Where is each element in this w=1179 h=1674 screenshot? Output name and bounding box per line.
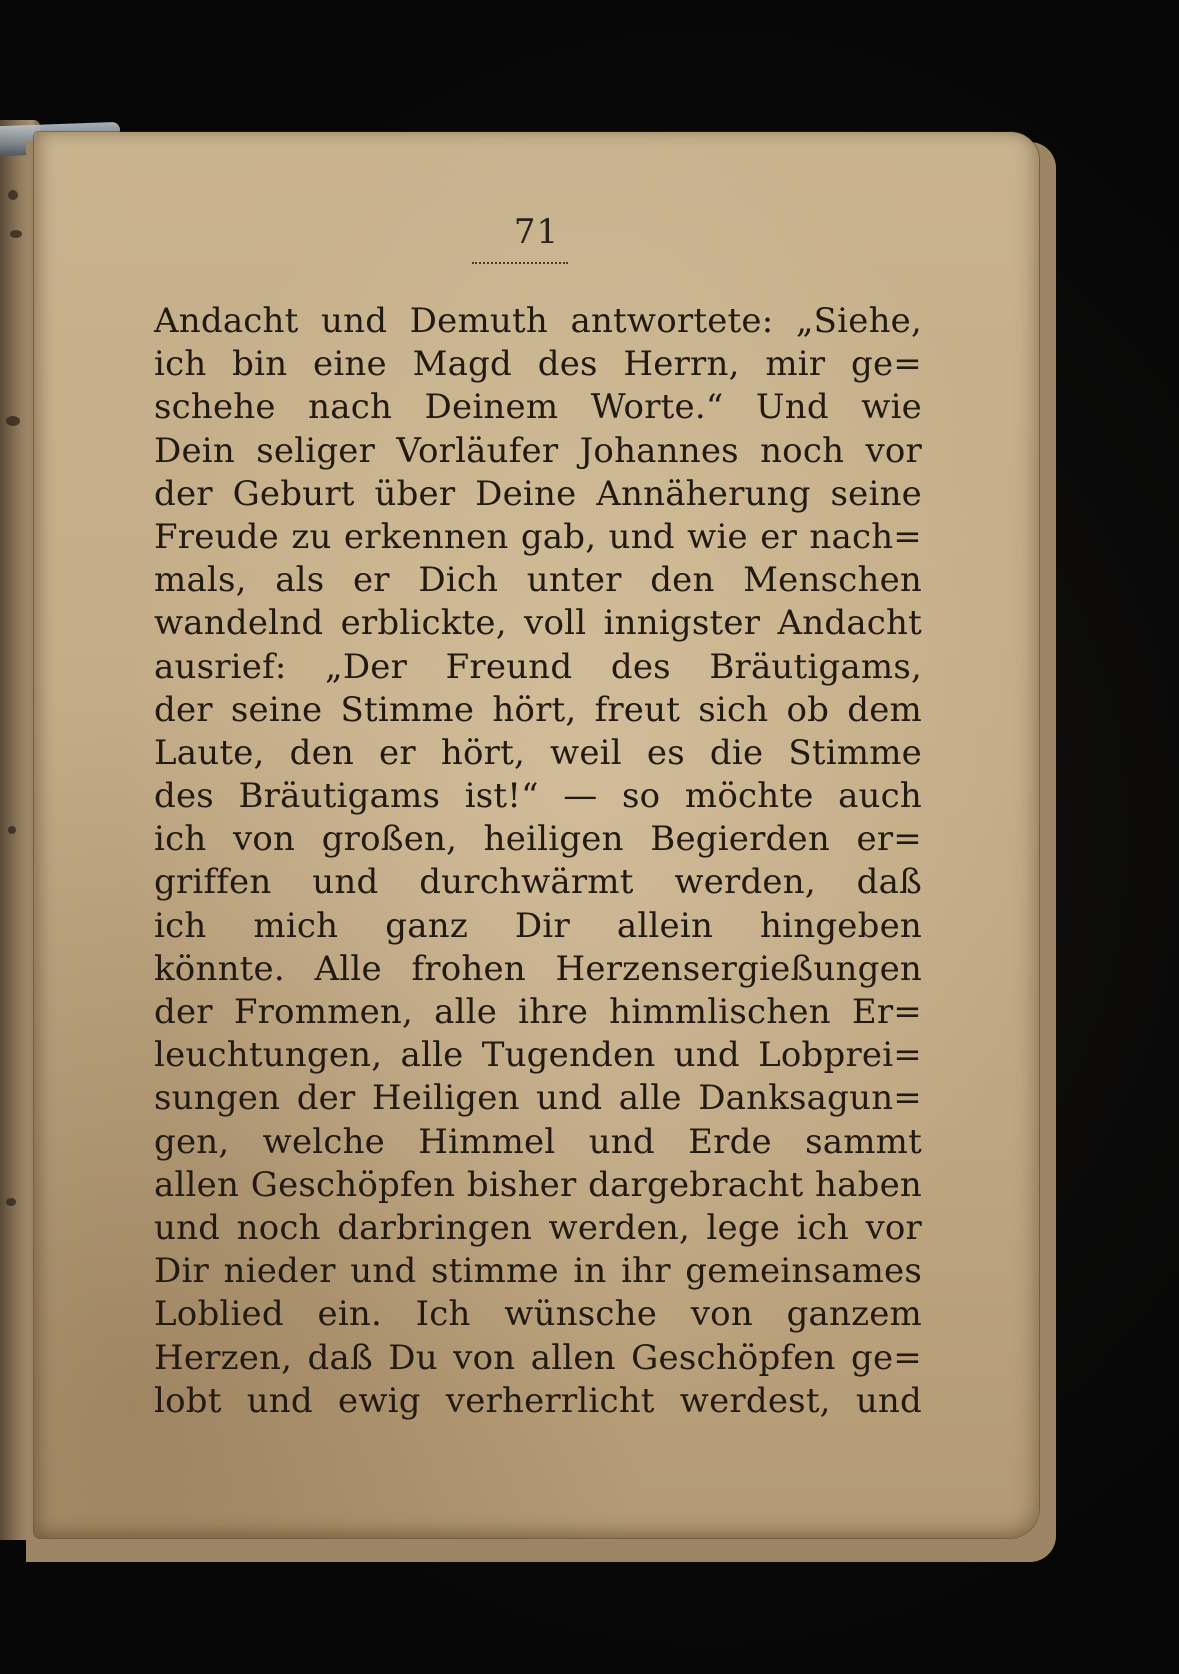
- wear-mark: [8, 826, 16, 834]
- text-line: griffen und durchwärmt werden, daß: [154, 862, 922, 903]
- text-line: wandelnd erblickte, voll innigster Andacht: [154, 603, 922, 644]
- text-line: mals, als er Dich unter den Menschen: [154, 560, 922, 601]
- page-number: 71: [513, 212, 560, 252]
- text-line: schehe nach Deinem Worte.“ Und wie: [154, 387, 922, 428]
- page-text: [154, 300, 922, 1423]
- text-line: leuchtungen, alle Tugenden und Lobprei=: [154, 1035, 922, 1076]
- text-line: Freude zu erkennen gab, und wie er nach=: [154, 516, 922, 557]
- text-line: ausrief: „Der Freund des Bräutigams,: [154, 646, 922, 687]
- text-line: sungen der Heiligen und alle Danksagun=: [154, 1078, 922, 1119]
- wear-mark: [6, 416, 20, 426]
- text-line: Herzen, daß Du von allen Geschöpfen ge=: [154, 1337, 922, 1378]
- text-line: des Bräutigams ist!“ — so möchte auch: [154, 776, 922, 817]
- text-line: Dir nieder und stimme in ihr gemeinsames: [154, 1251, 922, 1292]
- page-number-rule: [472, 262, 568, 264]
- text-line: Loblied ein. Ich wünsche von ganzem: [154, 1294, 922, 1335]
- text-line: könnte. Alle frohen Herzensergießungen: [154, 948, 922, 989]
- book-page: [34, 132, 1039, 1538]
- text-line: allen Geschöpfen bisher dargebracht haben: [154, 1164, 922, 1205]
- wear-mark: [8, 190, 18, 200]
- text-line: der Geburt über Deine Annäherung seine: [154, 473, 922, 514]
- text-line: der seine Stimme hört, freut sich ob dem: [154, 689, 922, 730]
- wear-mark: [10, 230, 22, 238]
- text-line: Andacht und Demuth antwortete: „Siehe,: [154, 301, 922, 341]
- text-line: ich bin eine Magd des Herrn, mir ge=: [154, 344, 922, 385]
- text-line: ich mich ganz Dir allein hingeben: [154, 905, 922, 946]
- text-line: Laute, den er hört, weil es die Stimme: [154, 732, 922, 773]
- text-line: Dein seliger Vorläufer Johannes noch vor: [154, 430, 922, 471]
- text-line: ich von großen, heiligen Begierden er=: [154, 819, 922, 860]
- text-line: und noch darbringen werden, lege ich vor: [154, 1207, 922, 1248]
- text-line: der Frommen, alle ihre himmlischen Er=: [154, 992, 922, 1032]
- text-line: gen, welche Himmel und Erde sammt: [154, 1121, 922, 1162]
- text-line: lobt und ewig verherrlicht werdest, und: [154, 1380, 922, 1421]
- wear-mark: [6, 1198, 16, 1206]
